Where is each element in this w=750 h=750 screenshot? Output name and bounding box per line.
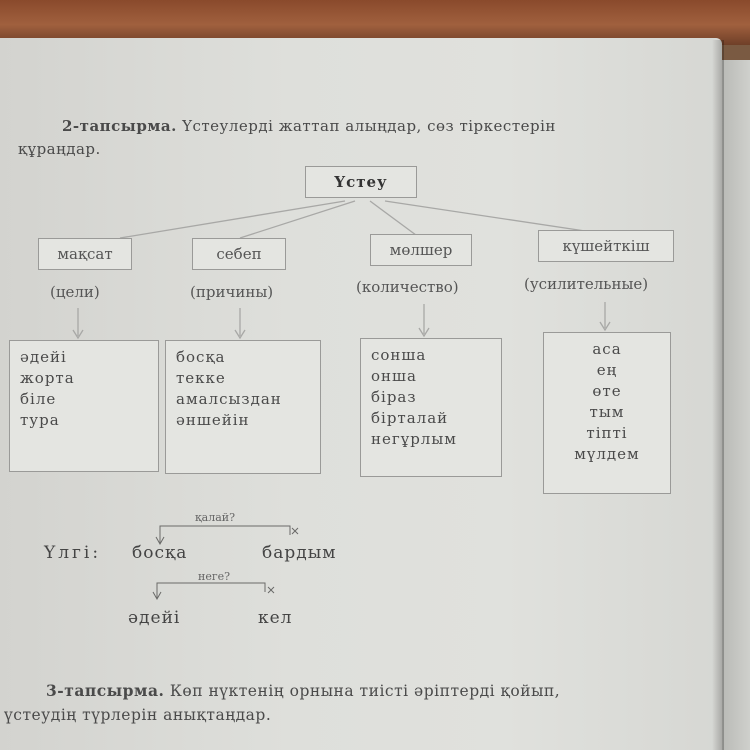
word-list-quantity xyxy=(360,338,502,477)
list-item: аса xyxy=(592,340,622,358)
list-item: амалсыздан xyxy=(176,390,282,408)
word-list-reason xyxy=(165,340,321,474)
example-label: Үлгі: xyxy=(44,543,102,563)
example1-word-b: бардым xyxy=(262,543,337,563)
category-box-purpose: мақсат xyxy=(38,238,132,270)
word-list-purpose xyxy=(9,340,159,472)
task3-label: 3-тапсырма. xyxy=(46,681,165,700)
list-item: сонша xyxy=(371,346,427,364)
task2-label: 2-тапсырма. xyxy=(62,117,177,135)
list-item: негұрлым xyxy=(371,430,457,448)
translation-intensifier: (усилительные) xyxy=(524,275,649,293)
list-item: бірталай xyxy=(371,409,449,427)
category-box-quantity: мөлшер xyxy=(370,234,472,266)
list-item: жорта xyxy=(20,369,75,387)
list-item: әншейін xyxy=(176,411,250,429)
task3-text-line2: үстеудің түрлерін анықтаңдар. xyxy=(4,706,272,724)
word-list-intensifier xyxy=(543,332,671,494)
translation-reason: (причины) xyxy=(190,283,274,301)
task2-text-line2: құраңдар. xyxy=(18,140,101,158)
list-item: өте xyxy=(592,382,622,400)
category-box-reason: себеп xyxy=(192,238,286,270)
list-item: тіпті xyxy=(586,424,628,442)
list-item: біраз xyxy=(371,388,417,406)
example2-word-b: кел xyxy=(258,608,293,628)
list-item: әдейі xyxy=(20,348,67,366)
task3-text: Көп нүктенің орнына тиісті әріптерді қойып, xyxy=(169,682,561,700)
list-item: мүлдем xyxy=(574,445,640,463)
example1-word-a: босқа xyxy=(132,543,188,563)
list-item: ең xyxy=(596,361,618,379)
task3-line1 xyxy=(46,681,560,700)
list-item: онша xyxy=(371,367,417,385)
list-item: біле xyxy=(20,390,57,408)
category-box-intensifier: күшейткіш xyxy=(538,230,674,262)
question-how: қалай? xyxy=(195,511,235,524)
task2-text: Үстеулерді жаттап алыңдар, сөз тіркестерін xyxy=(182,117,556,135)
list-item: босқа xyxy=(176,348,226,366)
translation-purpose: (цели) xyxy=(50,283,100,301)
question-why: неге? xyxy=(198,570,231,583)
root-box: Үстеу xyxy=(305,166,417,198)
list-item: тура xyxy=(20,411,60,429)
list-item: тым xyxy=(589,403,625,421)
list-item: текке xyxy=(176,369,226,387)
translation-quantity: (количество) xyxy=(356,278,459,296)
example2-word-a: әдейі xyxy=(128,608,181,628)
